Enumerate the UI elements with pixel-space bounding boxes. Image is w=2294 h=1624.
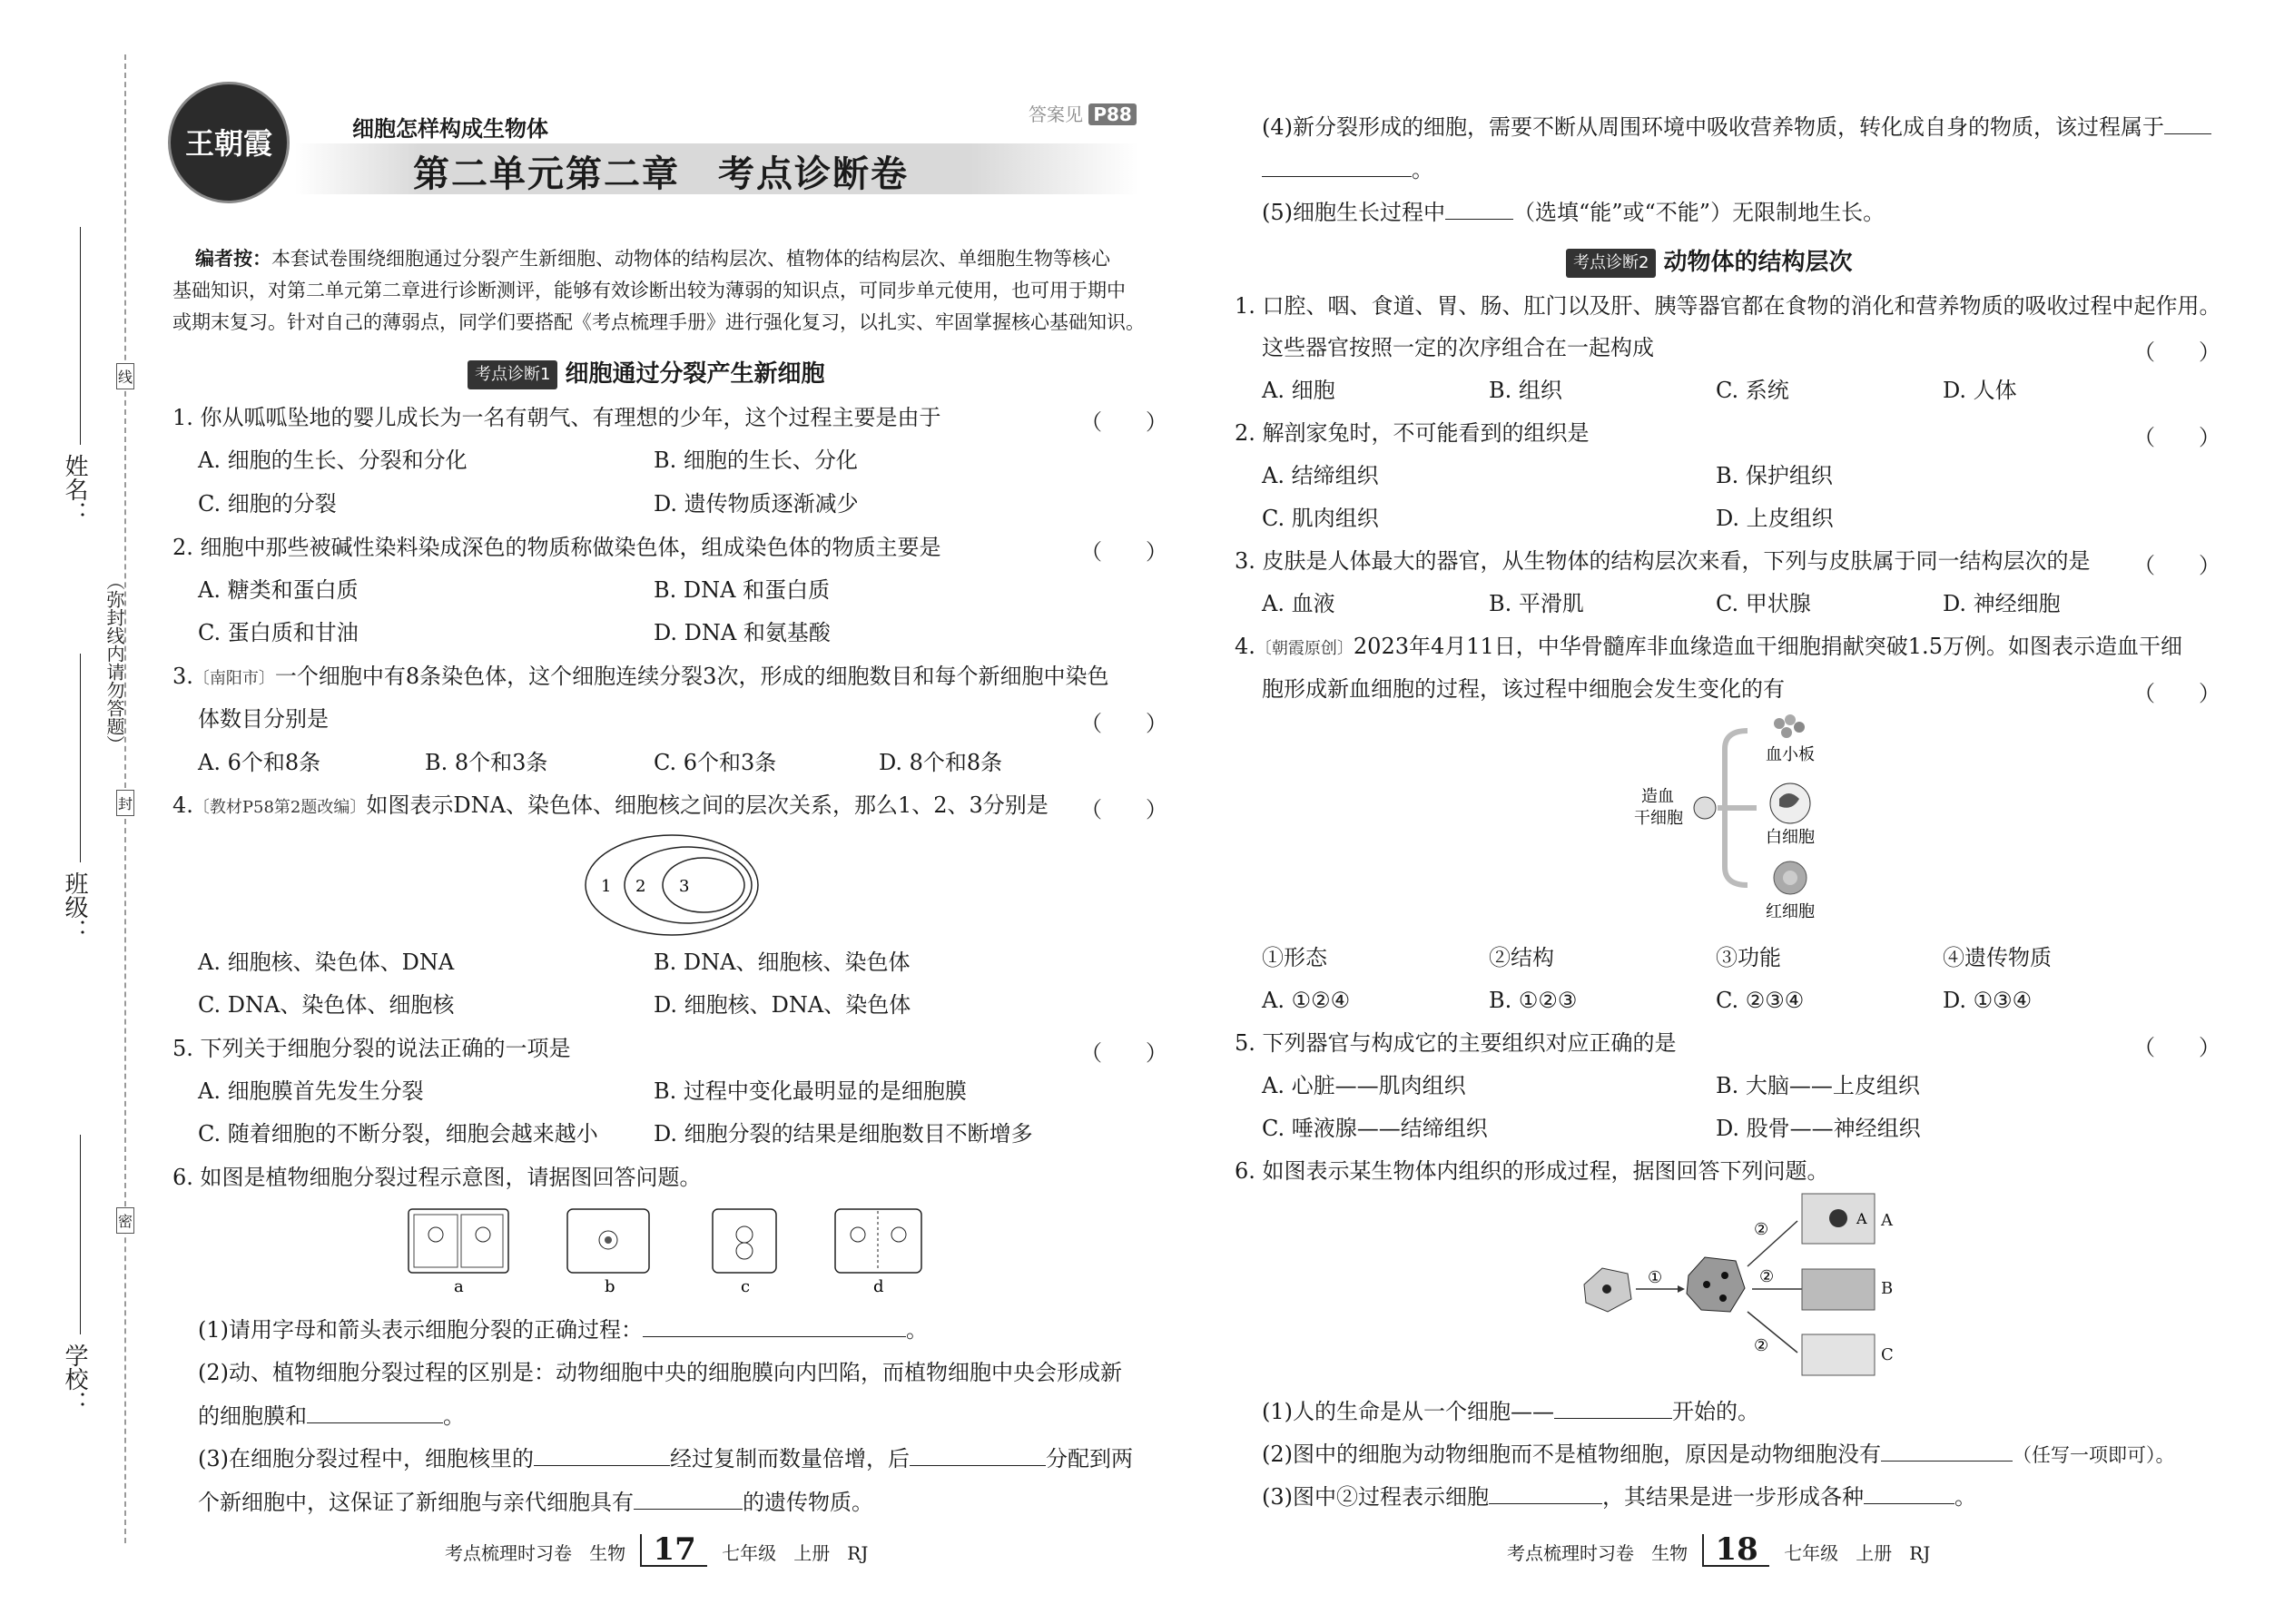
nested-ellipse-figure [581, 831, 763, 940]
header-banner [159, 65, 1139, 200]
left-footer [445, 1531, 869, 1568]
l-q3-num: 3. [172, 664, 193, 689]
r-q1-stem: 1. 口腔、咽、食道、胃、肠、肛门以及肝、胰等器官都在食物的消化和营养物质的吸收过程中起作用。 [1235, 293, 2221, 319]
l-q6-s3-b: 经过复制而数量倍增，后 [670, 1446, 910, 1471]
l-q3-stem2: 体数目分别是 [198, 706, 329, 732]
l-q4-d[interactable]: D. 细胞核、DNA、染色体 [654, 992, 911, 1018]
r-q3-c[interactable]: C. 甲状腺 [1716, 591, 1811, 616]
answer-ref-label: 答案见 [1029, 103, 1083, 125]
r-q6-s4 [1262, 113, 2211, 141]
blood-cell-figure [1634, 713, 1852, 921]
l-q4-num: 4. [172, 792, 193, 818]
l-q6-s2-blank[interactable] [307, 1403, 443, 1423]
l-q3-a[interactable]: A. 6个和8条 [198, 750, 321, 775]
l-q6-s3 [198, 1445, 1133, 1472]
editor-note-line2: 基础知识，对第二单元第二章进行诊断测评，能够有效诊断出较为薄弱的知识点，可同步单元使用，也可用于期中 [172, 280, 1126, 301]
r-q6-s2-blank[interactable] [1881, 1441, 2013, 1462]
editor-note-line1 [195, 245, 1110, 272]
r-q6-s4b [1262, 156, 1433, 183]
header-subtitle: 细胞怎样构成生物体 [352, 115, 548, 142]
r-q5-paren[interactable]: （ ） [2133, 1035, 2220, 1060]
l-q4-stem [172, 792, 1049, 822]
r-q2-stem: 2. 解剖家兔时，不可能看到的组织是 [1235, 420, 1590, 446]
branch-lines [1718, 731, 1757, 885]
r-q1-d[interactable]: D. 人体 [1943, 378, 2017, 403]
l-q3-paren[interactable]: （ ） [1080, 711, 1167, 736]
r-q3-stem: 3. 皮肤是人体最大的器官，从生物体的结构层次来看，下列与皮肤属于同一结构层次的是 [1235, 548, 2091, 574]
l-q6-s2: (2)动、植物细胞分裂过程的区别是：动物细胞中央的细胞膜向内凹陷，而植物细胞中央会形成新 [198, 1360, 1122, 1385]
l-q3-source: 〔南阳市〕 [192, 669, 275, 688]
r-q3-d[interactable]: D. 神经细胞 [1943, 591, 2061, 616]
l-q3-b[interactable]: B. 8个和3条 [425, 750, 548, 775]
seal-note: （弥封线内请勿答题） [103, 572, 125, 753]
l-q4-a[interactable]: A. 细胞核、染色体、DNA [198, 950, 455, 975]
tissue-B-image [1802, 1269, 1875, 1310]
rf-c: 七年级 [1784, 1542, 1839, 1564]
rf-d: 上册 [1856, 1542, 1893, 1564]
r-q6-s4-b: 。 [1412, 157, 1433, 182]
fig-label-3: 3 [679, 877, 690, 896]
r-q4-paren[interactable]: （ ） [2133, 681, 2220, 706]
r-q2-a[interactable]: A. 结缔组织 [1262, 463, 1379, 488]
r-q6-fig-label-A: A [1881, 1211, 1893, 1230]
r-q6-s5-b: （选填“能”或“不能”）无限制地生长。 [1513, 200, 1885, 225]
l-q6-s3-a: (3)在细胞分裂过程中，细胞核里的 [198, 1446, 534, 1471]
fig-step-2c: ② [1754, 1336, 1769, 1355]
class-label: 班级： [61, 871, 88, 942]
r-q4-a[interactable]: A. ①②④ [1262, 988, 1351, 1013]
r-q4-source: 〔朝霞原创〕 [1255, 639, 1354, 658]
lf-e: RJ [847, 1542, 869, 1564]
lf-page: 17 [640, 1534, 706, 1567]
l-q4-paren[interactable]: （ ） [1080, 797, 1167, 822]
rf-a: 考点梳理时习卷 [1507, 1542, 1634, 1564]
l-q2-b[interactable]: B. DNA 和蛋白质 [654, 577, 831, 603]
r-q2-b[interactable]: B. 保护组织 [1716, 463, 1833, 488]
cell-b [567, 1209, 649, 1273]
answer-ref [1029, 100, 1137, 126]
cell-label-c: c [741, 1277, 751, 1296]
l-q1-b[interactable]: B. 细胞的生长、分化 [654, 448, 858, 473]
l-q1-stem: 1. 你从呱呱坠地的婴儿成长为一名有朝气、有理想的少年，这个过程主要是由于 [172, 405, 941, 430]
single-cell-icon [1584, 1268, 1631, 1312]
l-q4-source: 〔教材P58第2题改编〕 [192, 798, 367, 817]
lf-a: 考点梳理时习卷 [445, 1542, 572, 1564]
platelet-icon [1774, 714, 1805, 738]
logo-text: 王朝霞 [184, 126, 272, 161]
editor-note-line3: 或期末复习。针对自己的薄弱点，同学们要搭配《考点梳理手册》进行强化复习，以扎实、牢固掌握核心基础知识。 [172, 311, 1145, 333]
r-q1-a[interactable]: A. 细胞 [1262, 378, 1335, 403]
l-q6-s3-e: 的遗传物质。 [743, 1490, 873, 1515]
r-q4-o4: ④遗传物质 [1943, 945, 2052, 970]
section2-tag: 考点诊断2 [1566, 249, 1656, 278]
name-field[interactable] [80, 227, 81, 445]
l-q1-paren[interactable]: （ ） [1080, 409, 1167, 435]
r-q6-s5-a: (5)细胞生长过程中 [1262, 200, 1445, 225]
section2-heading [1566, 249, 1852, 278]
rf-page: 18 [1702, 1534, 1768, 1567]
l-q3-c[interactable]: C. 6个和3条 [654, 750, 777, 775]
l-q2-stem: 2. 细胞中那些被碱性染料染成深色的物质称做染色体，组成染色体的物质主要是 [172, 535, 941, 560]
fig-step-1: ① [1648, 1268, 1663, 1287]
l-q1-a[interactable]: A. 细胞的生长、分裂和分化 [198, 448, 468, 473]
r-q6-s3-blank1[interactable] [1489, 1483, 1602, 1504]
stem-cell [1694, 797, 1716, 819]
class-field[interactable] [80, 654, 81, 862]
l-q6-s1-text: (1)请用字母和箭头表示细胞分裂的正确过程： [198, 1317, 643, 1343]
fig-label-2: 2 [635, 877, 646, 896]
answer-page-badge: P88 [1088, 103, 1137, 125]
r-q6-s1-a: (1)人的生命是从一个细胞—— [1262, 1399, 1554, 1424]
cell-a [409, 1209, 508, 1273]
r-q5-stem: 5. 下列器官与构成它的主要组织对应正确的是 [1235, 1030, 1677, 1056]
l-q4-c[interactable]: C. DNA、染色体、细胞核 [198, 992, 455, 1018]
r-q4-stem [1235, 633, 2182, 663]
l-q2-c[interactable]: C. 蛋白质和甘油 [198, 620, 359, 645]
l-q5-b[interactable]: B. 过程中变化最明显的是细胞膜 [654, 1078, 967, 1104]
fig-label-A: A [1856, 1210, 1867, 1227]
l-q3-d[interactable]: D. 8个和8条 [879, 750, 1003, 775]
fig-stem-cell-label-1: 造血 [1641, 787, 1674, 806]
r-q6-fig-label-B: B [1881, 1279, 1894, 1298]
l-q5-d[interactable]: D. 细胞分裂的结果是细胞数目不断增多 [654, 1121, 1033, 1147]
l-q5-stem: 5. 下列关于细胞分裂的说法正确的一项是 [172, 1036, 571, 1061]
r-q2-d[interactable]: D. 上皮组织 [1716, 506, 1834, 531]
seal-mark-seal: 封 [116, 790, 134, 816]
tissue-formation-figure [1580, 1189, 1879, 1380]
r-q3-b[interactable]: B. 平滑肌 [1489, 591, 1584, 616]
l-q6-s1-blank[interactable] [643, 1316, 906, 1337]
binding-margin [0, 0, 145, 1624]
r-q6-s3-c: 。 [1954, 1484, 1976, 1510]
r-q6-s2 [1262, 1441, 2175, 1469]
l-q6-s2b [198, 1403, 465, 1430]
rf-e: RJ [1909, 1542, 1931, 1564]
r-q4-o2: ②结构 [1489, 945, 1554, 970]
section1-heading [468, 360, 824, 389]
right-footer [1507, 1531, 1931, 1568]
r-q6-fig-label-C: C [1881, 1345, 1894, 1364]
seal-mark-line: 线 [116, 363, 134, 389]
l-q6-s1-end: 。 [906, 1317, 928, 1343]
r-q3-a[interactable]: A. 血液 [1262, 591, 1335, 616]
fig-step-2a: ② [1754, 1220, 1769, 1239]
l-q6-s2-end: 。 [443, 1403, 465, 1429]
r-q4-text: 2023年4月11日，中华骨髓库非血缘造血干细胞捐献突破1.5万例。如图表示造血干细 [1353, 634, 2182, 659]
r-q5-c[interactable]: C. 唾液腺——结缔组织 [1262, 1116, 1488, 1141]
l-q6-stem: 6. 如图是植物细胞分裂过程示意图，请据图回答问题。 [172, 1165, 702, 1190]
editor-note-text1: 本套试卷围绕细胞通过分裂产生新细胞、动物体的结构层次、植物体的结构层次、单细胞生物等核心 [271, 248, 1110, 270]
r-q6-s1-blank[interactable] [1554, 1398, 1672, 1419]
l-q1-c[interactable]: C. 细胞的分裂 [198, 491, 337, 517]
r-q6-s1-b: 开始的。 [1672, 1399, 1759, 1424]
fig-step-2b: ② [1759, 1267, 1775, 1286]
cell-label-d: d [873, 1277, 884, 1296]
l-q6-s3-blank1[interactable] [534, 1445, 670, 1466]
r-q6-s4-blank2[interactable] [1262, 156, 1412, 177]
fig-stem-cell-label-2: 干细胞 [1634, 809, 1683, 828]
cell-cluster-icon [1687, 1257, 1745, 1312]
r-q6-stem: 6. 如图表示某生物体内组织的形成过程，据图回答下列问题。 [1235, 1158, 1829, 1184]
l-q4-b[interactable]: B. DNA、细胞核、染色体 [654, 950, 911, 975]
school-field[interactable] [80, 1135, 81, 1334]
r-q5-b[interactable]: B. 大脑——上皮组织 [1716, 1073, 1920, 1098]
r-q5-a[interactable]: A. 心脏——肌肉组织 [1262, 1073, 1466, 1098]
r-q1-stem2: 这些器官按照一定的次序组合在一起构成 [1262, 335, 1654, 360]
r-q6-s1 [1262, 1398, 1759, 1425]
r-q4-o1: ①形态 [1262, 945, 1327, 970]
lf-c: 七年级 [722, 1542, 777, 1564]
l-q3-text: 一个细胞中有8条染色体，这个细胞连续分裂3次，形成的细胞数目和每个新细胞中染色 [274, 664, 1109, 689]
r-q1-c[interactable]: C. 系统 [1716, 378, 1789, 403]
r-q6-s2-b: （任写一项即可）。 [2013, 1444, 2175, 1466]
r-q6-s3-a: (3)图中②过程表示细胞 [1262, 1484, 1489, 1510]
l-q6-s2b-text: 的细胞膜和 [198, 1403, 307, 1429]
l-q6-s1 [198, 1316, 928, 1343]
r-q4-num: 4. [1235, 634, 1255, 659]
l-q2-a[interactable]: A. 糖类和蛋白质 [198, 577, 359, 603]
r-q6-s4-blank1[interactable] [2164, 113, 2211, 134]
r-q2-paren[interactable]: （ ） [2133, 425, 2220, 450]
r-q4-stem2: 胞形成新血细胞的过程，该过程中细胞会发生变化的有 [1262, 676, 1785, 702]
section1-tag: 考点诊断1 [468, 360, 557, 389]
r-q2-c[interactable]: C. 肌肉组织 [1262, 506, 1379, 531]
l-q5-c[interactable]: C. 随着细胞的不断分裂，细胞会越来越小 [198, 1121, 598, 1147]
section1-title: 细胞通过分裂产生新细胞 [565, 360, 825, 388]
l-q3-stem [172, 663, 1108, 693]
lf-d: 上册 [793, 1542, 831, 1564]
fig-red-cell-label: 红细胞 [1766, 902, 1815, 921]
r-q4-d[interactable]: D. ①③④ [1943, 988, 2033, 1013]
r-q6-s5-blank[interactable] [1445, 199, 1513, 220]
r-q5-d[interactable]: D. 股骨——神经组织 [1716, 1116, 1921, 1141]
editor-note-label: 编者按： [195, 247, 271, 270]
r-q1-paren[interactable]: （ ） [2133, 340, 2220, 365]
school-label: 学校： [61, 1343, 88, 1414]
tissue-C-image [1802, 1334, 1875, 1375]
cell-d [835, 1209, 921, 1273]
l-q2-paren[interactable]: （ ） [1080, 539, 1167, 565]
r-q4-b[interactable]: B. ①②③ [1489, 988, 1578, 1013]
r-q6-s4-a: (4)新分裂形成的细胞，需要不断从周围环境中吸收营养物质，转化成自身的物质，该过程属于 [1262, 114, 2164, 140]
cell-label-a: a [454, 1277, 464, 1296]
name-label: 姓名： [61, 454, 88, 525]
l-q4-text: 如图表示DNA、染色体、细胞核之间的层次关系，那么1、2、3分别是 [366, 792, 1049, 818]
l-q2-d[interactable]: D. DNA 和氨基酸 [654, 620, 831, 645]
r-q4-o3: ③功能 [1716, 945, 1781, 970]
l-q6-s3-c: 分配到两 [1046, 1446, 1133, 1471]
r-q6-s5 [1262, 199, 1885, 226]
logo-badge [168, 82, 290, 203]
r-q1-b[interactable]: B. 组织 [1489, 378, 1562, 403]
section2-title: 动物体的结构层次 [1663, 249, 1853, 276]
r-q6-s3-blank2[interactable] [1864, 1483, 1954, 1504]
l-q5-paren[interactable]: （ ） [1080, 1040, 1167, 1066]
r-q4-c[interactable]: C. ②③④ [1716, 988, 1805, 1013]
cell-label-b: b [605, 1277, 615, 1296]
fig-white-cell-label: 白细胞 [1766, 828, 1815, 847]
lf-b: 生物 [589, 1542, 626, 1564]
r-q3-paren[interactable]: （ ） [2133, 553, 2220, 578]
l-q6-s3b [198, 1489, 873, 1516]
l-q6-s3-d: 个新细胞中，这保证了新细胞与亲代细胞具有 [198, 1490, 634, 1515]
r-q6-s2-a: (2)图中的细胞为动物细胞而不是植物细胞，原因是动物细胞没有 [1262, 1442, 1881, 1467]
l-q6-s3-blank3[interactable] [634, 1489, 743, 1510]
r-q6-s3-b: ，其结果是进一步形成各种 [1602, 1484, 1864, 1510]
r-q6-s3 [1262, 1483, 1976, 1511]
fig-label-1: 1 [601, 877, 612, 896]
l-q5-a[interactable]: A. 细胞膜首先发生分裂 [198, 1078, 424, 1104]
rf-b: 生物 [1651, 1542, 1689, 1564]
l-q6-s3-blank2[interactable] [910, 1445, 1046, 1466]
l-q1-d[interactable]: D. 遗传物质逐渐减少 [654, 491, 859, 517]
seal-mark-secret: 密 [116, 1207, 134, 1234]
cell-c [713, 1209, 776, 1273]
fig-platelet-label: 血小板 [1766, 745, 1815, 764]
plant-cell-division-figure [399, 1198, 944, 1298]
page-title: 第二单元第二章 考点诊断卷 [413, 153, 909, 195]
